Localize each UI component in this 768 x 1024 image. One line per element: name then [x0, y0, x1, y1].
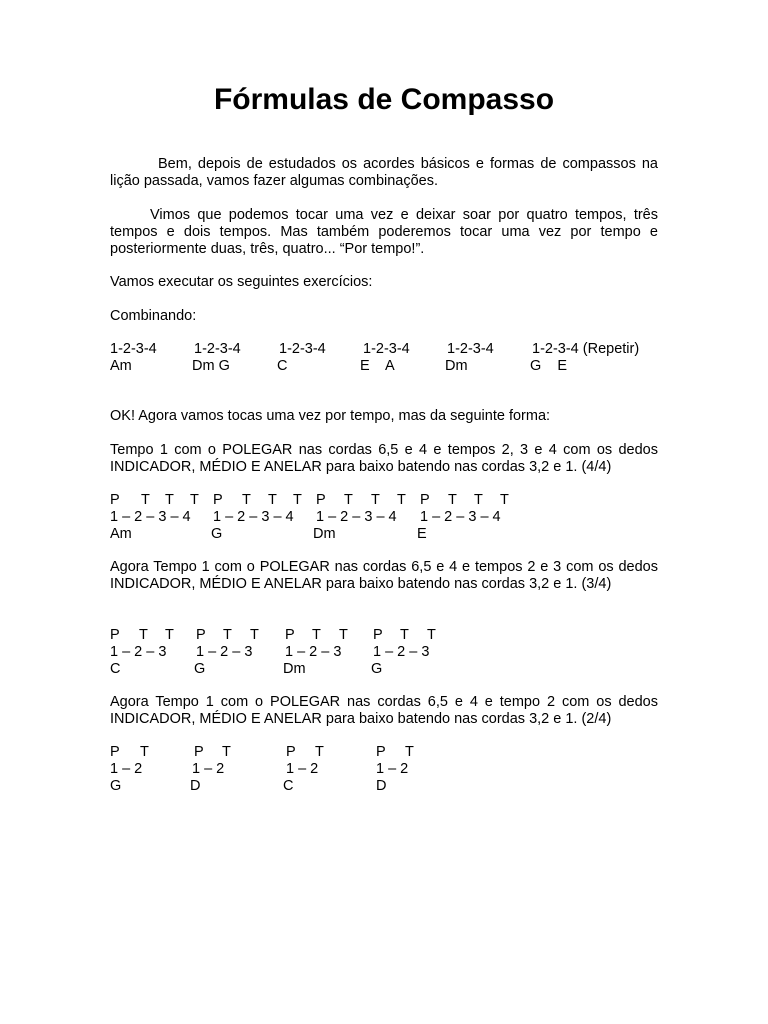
combo-count: 1-2-3-4: [447, 341, 494, 357]
combining-label: Combinando:: [110, 308, 197, 324]
combo-count: 1-2-3-4: [110, 341, 157, 357]
chord: G: [110, 778, 122, 794]
pattern-letter: P: [316, 492, 326, 508]
pattern-letter: P: [286, 744, 296, 760]
pattern-letter: T: [405, 744, 414, 760]
chord: Dm: [313, 526, 336, 542]
pattern-letter: P: [213, 492, 223, 508]
pattern-letter: P: [194, 744, 204, 760]
combo-count: 1-2-3-4: [194, 341, 241, 357]
tempo-2-4-paragraph: Agora Tempo 1 com o POLEGAR nas cordas 6,5 e 4 e tempo 2 com os dedos INDICADOR, MÉDIO E ANELAR para baixo batendo nas cordas 3,2 e 1. (2/4): [110, 694, 658, 727]
combo-count: 1-2-3-4 (Repetir): [532, 341, 640, 357]
pattern-letter: P: [110, 627, 120, 643]
pattern-letter: T: [165, 492, 174, 508]
chord: D: [376, 778, 387, 794]
count-group: 1 – 2: [286, 761, 319, 777]
pattern-letter: T: [268, 492, 277, 508]
count-group: 1 – 2 – 3 – 4: [110, 509, 191, 525]
chord: G: [194, 661, 206, 677]
pattern-letter: T: [190, 492, 199, 508]
pattern-letter: T: [474, 492, 483, 508]
combo-count: 1-2-3-4: [363, 341, 410, 357]
count-group: 1 – 2: [376, 761, 409, 777]
tempo-4-4-paragraph: Tempo 1 com o POLEGAR nas cordas 6,5 e 4 e tempos 2, 3 e 4 com os dedos INDICADOR, MÉDIO E ANELAR para baixo batendo nas cordas 3,2 e 1. (4/4): [110, 442, 658, 475]
pattern-letter: P: [420, 492, 430, 508]
combo-chord: Dm: [445, 358, 468, 374]
combo-count: 1-2-3-4: [279, 341, 326, 357]
ex24-pattern-row: [110, 744, 670, 761]
ex44-pattern-row: [110, 492, 670, 509]
chord: E: [417, 526, 427, 542]
exercises-heading: Vamos executar os seguintes exercícios:: [110, 274, 373, 290]
pattern-letter: P: [110, 492, 120, 508]
combo-chord: G E: [530, 358, 568, 374]
count-group: 1 – 2 – 3: [196, 644, 253, 660]
ex24-counts-row: [110, 761, 670, 778]
pattern-letter: T: [293, 492, 302, 508]
chord: Dm: [283, 661, 306, 677]
pattern-letter: T: [400, 627, 409, 643]
ex24-chords-row: [110, 778, 670, 795]
pattern-letter: T: [223, 627, 232, 643]
second-paragraph: Vimos que podemos tocar uma vez e deixar soar por quatro tempos, três tempos e dois tempos. Mas também poderemos tocar uma vez por tempo e posteriormente duas, três, quatro... “Por tempo!”.: [110, 207, 658, 257]
chord: G: [371, 661, 383, 677]
chord: Am: [110, 526, 132, 542]
count-group: 1 – 2 – 3 – 4: [213, 509, 294, 525]
chord: D: [190, 778, 201, 794]
count-group: 1 – 2 – 3: [110, 644, 167, 660]
ex34-chords-row: [110, 661, 670, 678]
chord: G: [211, 526, 223, 542]
chord: C: [283, 778, 294, 794]
pattern-letter: T: [448, 492, 457, 508]
pattern-letter: T: [339, 627, 348, 643]
combo-chord: Am: [110, 358, 132, 374]
pattern-letter: T: [165, 627, 174, 643]
count-group: 1 – 2 – 3: [285, 644, 342, 660]
pattern-letter: T: [427, 627, 436, 643]
pattern-letter: T: [242, 492, 251, 508]
pattern-letter: T: [312, 627, 321, 643]
combo-chord: Dm G: [192, 358, 230, 374]
pattern-letter: T: [315, 744, 324, 760]
pattern-letter: P: [196, 627, 206, 643]
pattern-letter: T: [371, 492, 380, 508]
ex44-counts-row: [110, 509, 670, 526]
ex34-pattern-row: [110, 627, 670, 644]
pattern-letter: P: [376, 744, 386, 760]
pattern-letter: T: [222, 744, 231, 760]
chord: C: [110, 661, 121, 677]
count-group: 1 – 2: [192, 761, 225, 777]
pattern-letter: P: [285, 627, 295, 643]
combo-chords-row: [110, 358, 670, 375]
ex34-counts-row: [110, 644, 670, 661]
pattern-letter: T: [500, 492, 509, 508]
pattern-letter: T: [397, 492, 406, 508]
count-group: 1 – 2: [110, 761, 143, 777]
combo-counts-row: [110, 341, 670, 358]
count-group: 1 – 2 – 3: [373, 644, 430, 660]
tempo-3-4-paragraph: Agora Tempo 1 com o POLEGAR nas cordas 6,5 e 4 e tempos 2 e 3 com os dedos INDICADOR, MÉDIO E ANELAR para baixo batendo nas cordas 3,2 e 1. (3/4): [110, 559, 658, 592]
page-title: Fórmulas de Compasso: [213, 83, 555, 116]
pattern-letter: P: [373, 627, 383, 643]
pattern-letter: P: [110, 744, 120, 760]
pattern-letter: T: [344, 492, 353, 508]
count-group: 1 – 2 – 3 – 4: [316, 509, 397, 525]
pattern-letter: T: [140, 744, 149, 760]
combo-chord: C: [277, 358, 288, 374]
combo-chord: E A: [360, 358, 395, 374]
pattern-letter: T: [250, 627, 259, 643]
count-group: 1 – 2 – 3 – 4: [420, 509, 501, 525]
ok-paragraph: OK! Agora vamos tocas uma vez por tempo, mas da seguinte forma:: [110, 408, 551, 424]
intro-paragraph: Bem, depois de estudados os acordes básicos e formas de compassos na lição passada, vamos fazer algumas combinações.: [110, 156, 658, 189]
ex44-chords-row: [110, 526, 670, 543]
pattern-letter: T: [141, 492, 150, 508]
pattern-letter: T: [139, 627, 148, 643]
